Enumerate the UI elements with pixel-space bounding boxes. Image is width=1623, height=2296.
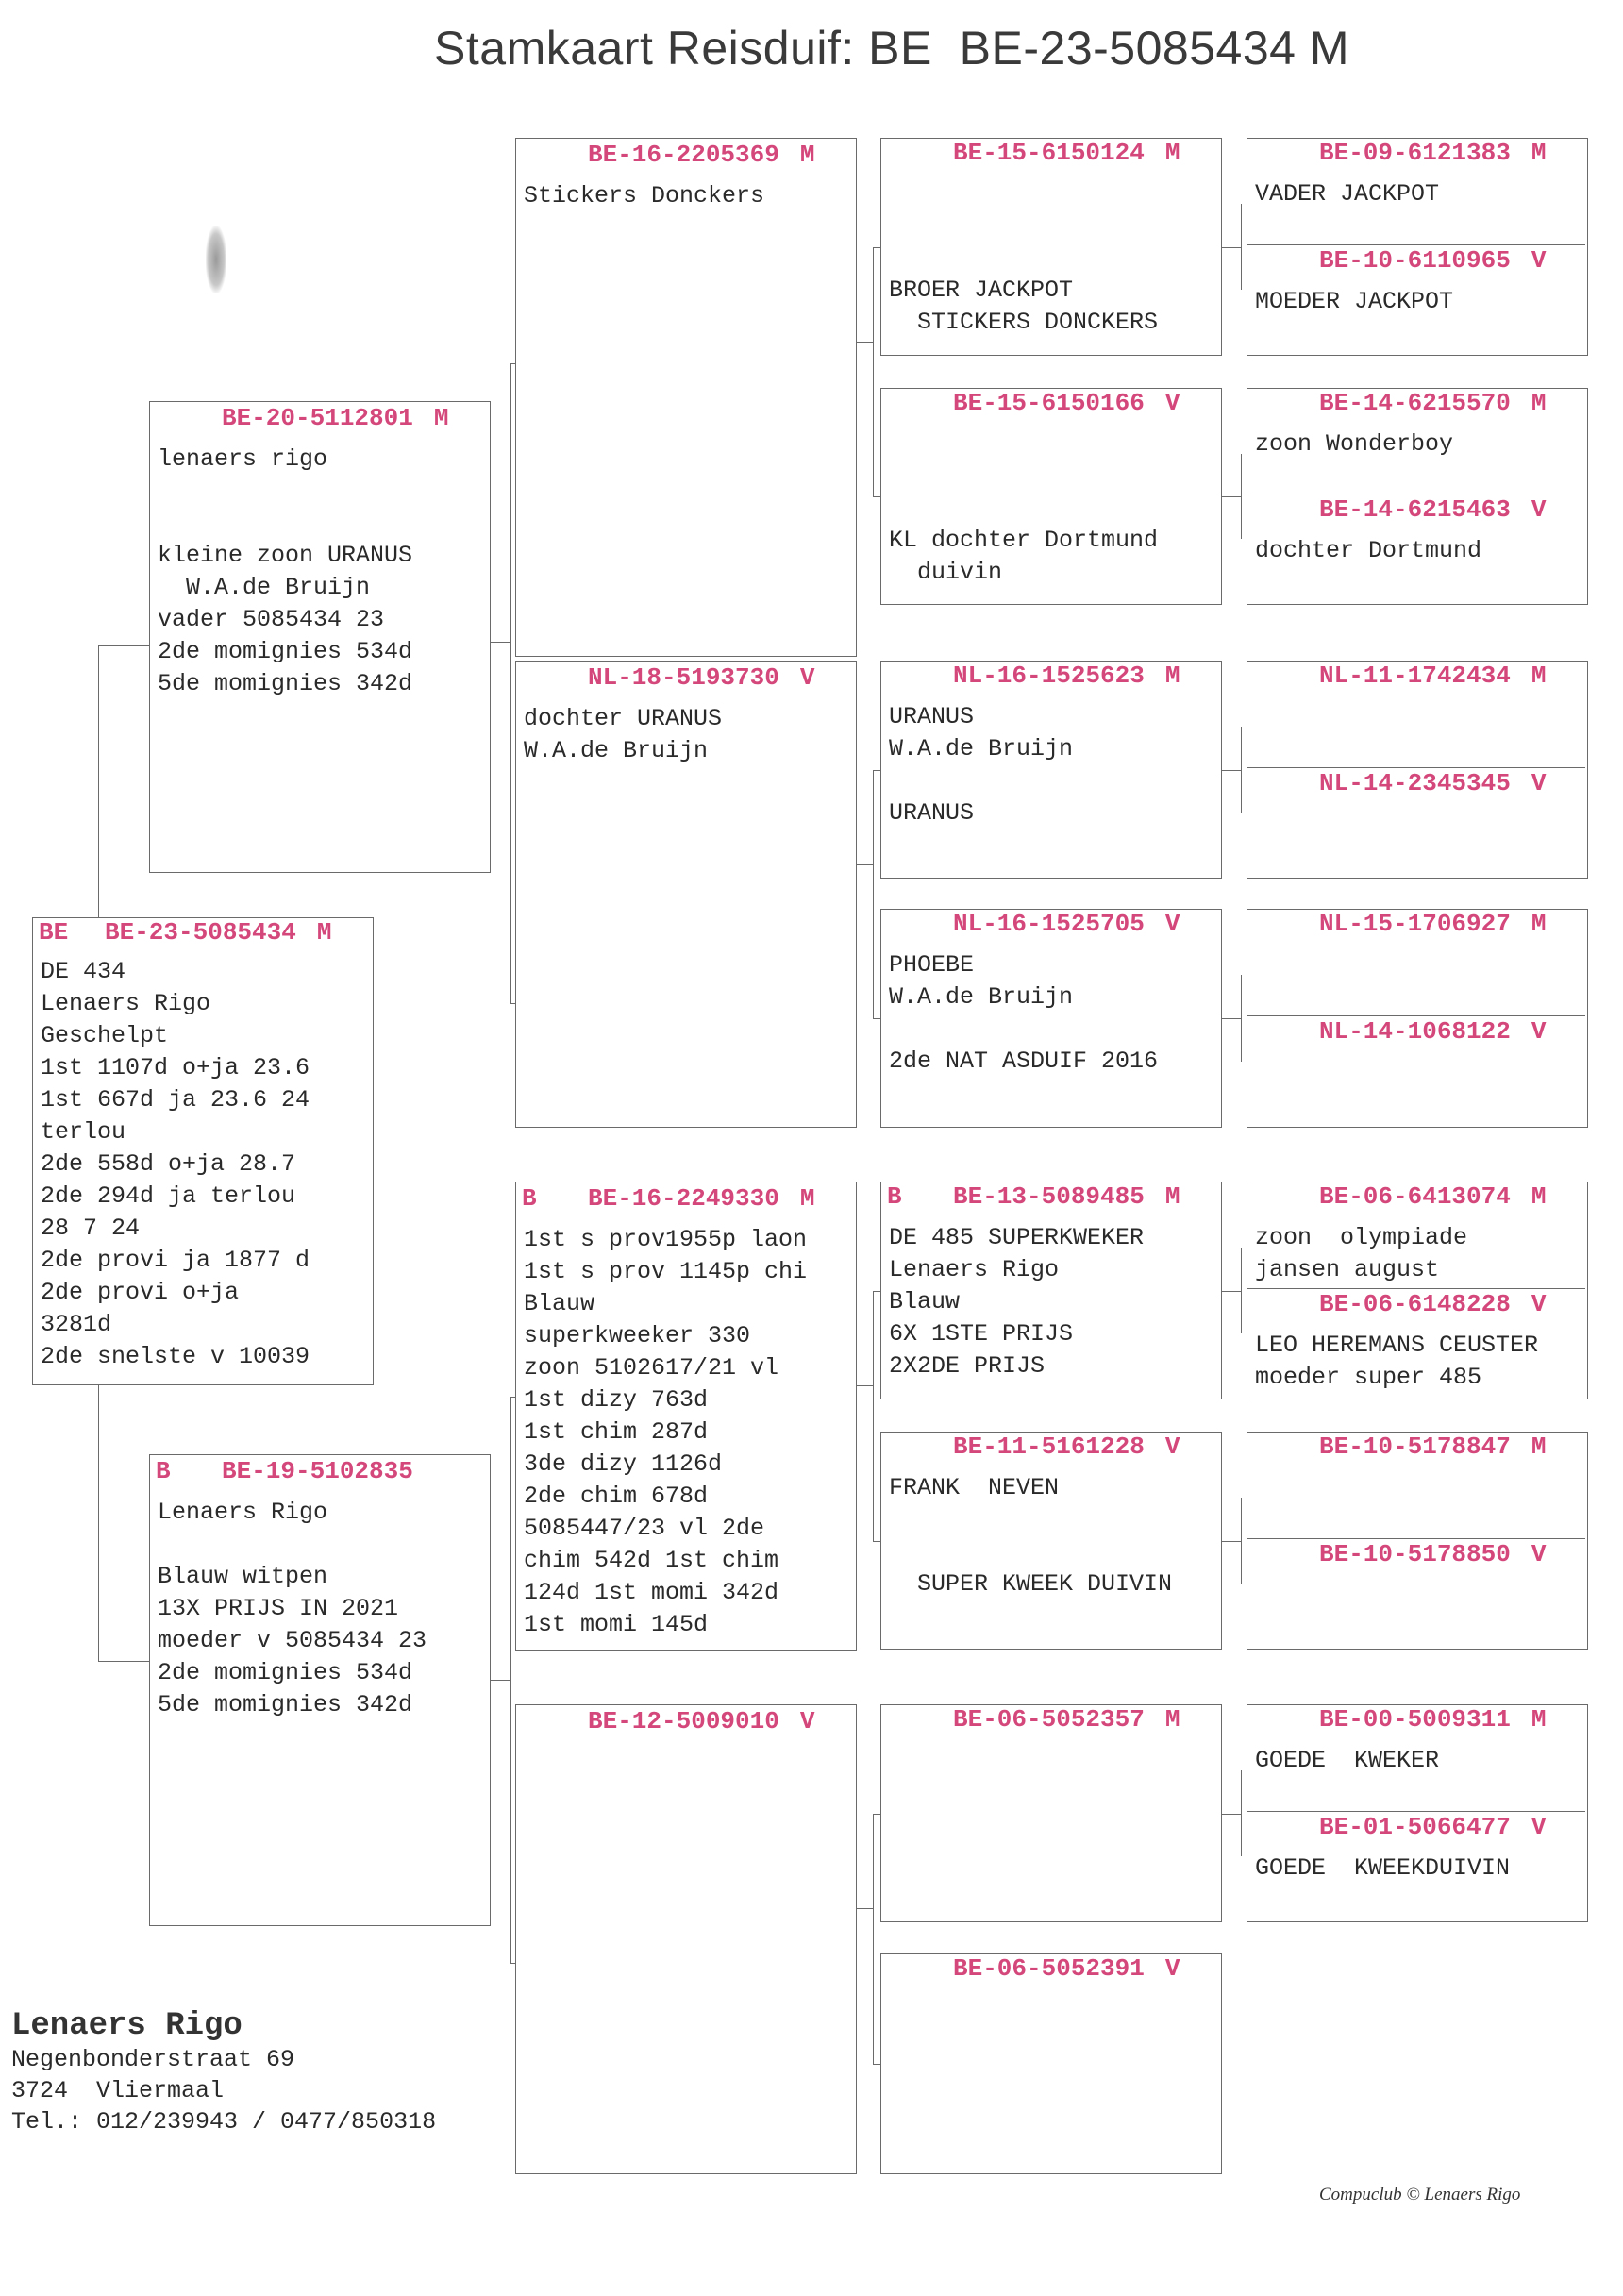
connector-line (857, 1908, 873, 1909)
sex-marker: V (1531, 769, 1547, 797)
ring-prefix: B (156, 1457, 171, 1485)
sex-marker: V (1531, 246, 1547, 275)
pair-divider (1247, 1015, 1585, 1016)
gggp-ring-sire (1319, 1182, 1546, 1211)
bird-notes (1255, 535, 1481, 567)
note-line: SUPER KWEEK DUIVIN (889, 1570, 1173, 1598)
parent-card-mother (149, 1454, 491, 1926)
ring-number: NL-16-1525623 (953, 662, 1145, 690)
connector-line (873, 2064, 880, 2065)
great-grandparent-card-ggp4 (880, 909, 1222, 1128)
great-great-grandparent-pair (1247, 1704, 1588, 1922)
note-line: Stickers Donckers (524, 182, 765, 209)
note-line: W.A.de Bruijn (889, 983, 1074, 1011)
note-line (889, 428, 1158, 461)
bird-notes (41, 956, 310, 1373)
sex-marker: M (1164, 662, 1180, 690)
connector-line (1241, 1498, 1242, 1584)
pair-divider (1247, 1811, 1585, 1812)
note-line: URANUS (889, 703, 975, 730)
great-grandparent-ring (953, 910, 1180, 938)
note-line: duivin (889, 559, 1003, 586)
note-line: 1st s prov 1145p chi (524, 1258, 808, 1285)
ring-number: BE-15-6150124 (953, 139, 1145, 167)
connector-line (1241, 454, 1242, 539)
sex-marker: V (1531, 1813, 1547, 1841)
connector-line (98, 645, 99, 917)
bird-notes (889, 178, 1158, 339)
connector-line (1241, 1770, 1242, 1856)
bird-notes (889, 949, 1158, 1078)
connector-line (1222, 770, 1241, 771)
grandparent-card-gp2 (515, 661, 857, 1128)
note-line (889, 1504, 1172, 1536)
note-line (889, 493, 1158, 525)
note-line: Geschelpt (41, 1022, 169, 1049)
note-line (889, 461, 1158, 493)
note-line: terlou (41, 1118, 126, 1146)
connector-line (873, 247, 880, 248)
great-grandparent-card-ggp2 (880, 388, 1222, 605)
connector-line (98, 1385, 99, 1661)
bird-notes (524, 180, 764, 212)
note-line: moeder v 5085434 23 (158, 1627, 427, 1654)
great-great-grandparent-pair (1247, 1182, 1588, 1399)
note-line: W.A.de Bruijn (889, 735, 1074, 763)
connector-line (1222, 1814, 1241, 1815)
gggp-ring-sire (1319, 1705, 1546, 1734)
ring-number: BE-10-6110965 (1319, 246, 1511, 275)
connector-line (873, 247, 874, 497)
connector-line (857, 342, 873, 343)
sex-marker: V (1164, 1433, 1180, 1461)
connector-line (98, 645, 149, 646)
note-line: 1st 667d ja 23.6 24 (41, 1086, 310, 1114)
sex-marker: M (433, 404, 449, 432)
parent-ring (222, 1457, 413, 1485)
grandparent-ring (588, 1707, 814, 1735)
gggp-ring-dam (1319, 1290, 1546, 1318)
note-line: dochter Dortmund (1255, 537, 1482, 564)
note-line: zoon 5102617/21 vl (524, 1354, 779, 1382)
owner-address-city: 3724 Vliermaal (11, 2077, 225, 2104)
note-line: 1st momi 145d (524, 1611, 709, 1638)
note-line: VADER JACKPOT (1255, 180, 1440, 208)
great-grandparent-ring (953, 389, 1180, 417)
great-grandparent-ring (953, 1433, 1180, 1461)
note-line: Lenaers Rigo (158, 1499, 328, 1526)
note-line: 1st s prov1955p laon (524, 1226, 808, 1253)
note-line: PHOEBE (889, 951, 975, 979)
connector-line (857, 864, 873, 865)
sex-marker: V (1164, 389, 1180, 417)
note-line: MOEDER JACKPOT (1255, 288, 1454, 315)
ring-prefix: BE (39, 918, 69, 947)
sex-marker: M (1531, 662, 1547, 690)
owner-address-street: Negenbonderstraat 69 (11, 2046, 295, 2073)
pair-divider (1247, 244, 1585, 245)
note-line (889, 243, 1158, 275)
sex-marker: V (1531, 495, 1547, 524)
note-line: 28 7 24 (41, 1215, 141, 1242)
note-line: dochter URANUS (524, 705, 723, 732)
note-line: FRANK NEVEN (889, 1474, 1060, 1501)
note-line: 124d 1st momi 342d (524, 1579, 779, 1606)
note-line: 1st 1107d o+ja 23.6 (41, 1054, 310, 1081)
note-line: W.A.de Bruijn (158, 574, 371, 601)
connector-line (1222, 496, 1241, 497)
note-line: Lenaers Rigo (889, 1256, 1060, 1283)
gggp-ring-sire (1319, 139, 1546, 167)
ring-number: BE-20-5112801 (222, 404, 413, 432)
connector-line (510, 1397, 515, 1398)
bird-notes (158, 1497, 427, 1721)
connector-line (1241, 975, 1242, 1062)
note-line (889, 178, 1158, 210)
note-line: 1st dizy 763d (524, 1386, 709, 1414)
note-line: 3de dizy 1126d (524, 1450, 723, 1478)
bird-notes (1255, 1852, 1510, 1885)
bird-notes (889, 428, 1158, 589)
bird-notes (158, 444, 412, 700)
connector-line (510, 1963, 515, 1964)
connector-line (873, 1814, 874, 2065)
ring-number: BE-14-6215570 (1319, 389, 1511, 417)
bird-notes (1255, 286, 1453, 318)
owner-phone: Tel.: 012/239943 / 0477/850318 (11, 2108, 437, 2136)
connector-line (510, 363, 515, 364)
note-line: W.A.de Bruijn (524, 737, 709, 764)
gggp-ring-dam (1319, 1540, 1546, 1568)
ring-number: NL-14-1068122 (1319, 1017, 1511, 1046)
ring-prefix: B (887, 1182, 902, 1211)
ring-number: NL-14-2345345 (1319, 769, 1511, 797)
great-grandparent-ring (953, 1182, 1180, 1211)
note-line (889, 765, 1073, 797)
grandparent-card-gp1 (515, 138, 857, 657)
connector-line (1241, 1248, 1242, 1333)
ring-number: BE-13-5089485 (953, 1182, 1145, 1211)
ring-number: BE-06-5052357 (953, 1705, 1145, 1734)
note-line (889, 1536, 1172, 1568)
grandparent-ring (588, 141, 814, 169)
great-grandparent-ring (953, 1705, 1180, 1734)
note-line: 2de chim 678d (524, 1483, 709, 1510)
subject-ring (105, 918, 331, 947)
connector-line (857, 1385, 873, 1386)
pair-divider (1247, 1288, 1585, 1289)
gggp-ring-sire (1319, 389, 1546, 417)
connector-line (510, 363, 511, 1003)
pair-divider (1247, 1538, 1585, 1539)
note-line: LEO HEREMANS CEUSTER (1255, 1332, 1539, 1359)
ring-number: BE-01-5066477 (1319, 1813, 1511, 1841)
page-title: Stamkaart Reisduif: BE BE-23-5085434 M (434, 22, 1349, 75)
owner-name: Lenaers Rigo (11, 2008, 243, 2044)
note-line: 2de momignies 534d (158, 1659, 413, 1686)
bird-notes (524, 1224, 807, 1641)
ring-prefix: B (522, 1184, 537, 1213)
sex-marker: V (799, 1707, 815, 1735)
ring-number: BE-14-6215463 (1319, 495, 1511, 524)
ring-number: BE-06-6148228 (1319, 1290, 1511, 1318)
note-line: GOEDE KWEEKDUIVIN (1255, 1854, 1511, 1882)
gggp-ring-dam (1319, 769, 1546, 797)
gggp-ring-dam (1319, 1813, 1546, 1841)
note-line: DE 485 SUPERKWEKER (889, 1224, 1145, 1251)
gggp-ring-sire (1319, 910, 1546, 938)
note-line: KL dochter Dortmund (889, 527, 1159, 554)
note-line (158, 476, 412, 508)
note-line: GOEDE KWEKER (1255, 1747, 1440, 1774)
ring-number: BE-19-5102835 (222, 1457, 413, 1485)
gggp-ring-dam (1319, 495, 1546, 524)
note-line: 5de momignies 342d (158, 670, 413, 697)
connector-line (1222, 1541, 1241, 1542)
connector-line (1222, 1291, 1241, 1292)
great-grandparent-card-ggp3 (880, 661, 1222, 879)
note-line: 5085447/23 vl 2de (524, 1515, 765, 1542)
note-line: 2de NAT ASDUIF 2016 (889, 1047, 1159, 1075)
sex-marker: M (1531, 389, 1547, 417)
great-grandparent-card-ggp8 (880, 1953, 1222, 2174)
grandparent-ring (588, 1184, 814, 1213)
ring-number: NL-11-1742434 (1319, 662, 1511, 690)
ring-number: BE-12-5009010 (588, 1707, 779, 1735)
great-grandparent-card-ggp1 (880, 138, 1222, 356)
note-line: 2de 294d ja terlou (41, 1182, 296, 1210)
great-great-grandparent-pair (1247, 1432, 1588, 1650)
bird-notes (1255, 1222, 1467, 1286)
note-line: 1st chim 287d (524, 1418, 709, 1446)
sex-marker: M (1164, 1182, 1180, 1211)
sex-marker: M (1531, 1433, 1547, 1461)
sex-marker: V (1164, 910, 1180, 938)
great-grandparent-ring (953, 662, 1180, 690)
connector-line (510, 1003, 515, 1004)
sex-marker: M (1164, 1705, 1180, 1734)
ring-number: BE-00-5009311 (1319, 1705, 1511, 1734)
bird-notes (889, 701, 1073, 830)
gggp-ring-sire (1319, 1433, 1546, 1461)
note-line: 5de momignies 342d (158, 1691, 413, 1718)
gggp-ring-sire (1319, 662, 1546, 690)
ring-number: BE-06-6413074 (1319, 1182, 1511, 1211)
note-line: Blauw (524, 1290, 595, 1317)
bird-notes (889, 1222, 1144, 1383)
note-line: URANUS (889, 799, 975, 827)
note-line: vader 5085434 23 (158, 606, 385, 633)
connector-line (491, 642, 510, 643)
ring-number: NL-16-1525705 (953, 910, 1145, 938)
ring-number: NL-18-5193730 (588, 663, 779, 692)
connector-line (1241, 727, 1242, 813)
connector-line (873, 1814, 880, 1815)
ring-number: BE-16-2205369 (588, 141, 779, 169)
connector-line (873, 770, 880, 771)
ring-number: BE-10-5178847 (1319, 1433, 1511, 1461)
bird-notes (1255, 428, 1453, 461)
note-line: 2de provi o+ja (41, 1279, 240, 1306)
sex-marker: M (1531, 1705, 1547, 1734)
sex-marker: M (1531, 910, 1547, 938)
grandparent-card-gp3 (515, 1182, 857, 1651)
great-great-grandparent-pair (1247, 661, 1588, 879)
connector-line (873, 496, 880, 497)
sex-marker: M (799, 141, 815, 169)
note-line: kleine zoon URANUS (158, 542, 413, 569)
note-line: BROER JACKPOT (889, 277, 1074, 304)
bird-notes (1255, 1745, 1439, 1777)
ring-number: BE-06-5052391 (953, 1954, 1145, 1983)
note-line: 6X 1STE PRIJS (889, 1320, 1074, 1348)
parent-ring (222, 404, 448, 432)
note-line: zoon Wonderboy (1255, 430, 1454, 458)
note-line: 2de 558d o+ja 28.7 (41, 1150, 296, 1178)
note-line: STICKERS DONCKERS (889, 309, 1159, 336)
note-line: DE 434 (41, 958, 126, 985)
ring-number: BE-11-5161228 (953, 1433, 1145, 1461)
pair-divider (1247, 767, 1585, 768)
parent-card-father (149, 401, 491, 873)
gggp-ring-dam (1319, 246, 1546, 275)
note-line: Lenaers Rigo (41, 990, 211, 1017)
sex-marker: M (799, 1184, 815, 1213)
grandparent-ring (588, 663, 814, 692)
sex-marker: V (1531, 1290, 1547, 1318)
great-grandparent-card-ggp5 (880, 1182, 1222, 1399)
great-great-grandparent-pair (1247, 909, 1588, 1128)
connector-line (491, 1680, 510, 1681)
great-grandparent-ring (953, 1954, 1180, 1983)
note-line (889, 210, 1158, 243)
note-line: 2X2DE PRIJS (889, 1352, 1046, 1380)
ring-number: BE-15-6150166 (953, 389, 1145, 417)
note-line: jansen august (1255, 1256, 1440, 1283)
note-line (158, 1529, 427, 1561)
note-line: chim 542d 1st chim (524, 1547, 779, 1574)
sex-marker: M (1531, 1182, 1547, 1211)
scan-smudge (206, 226, 226, 293)
note-line: 3281d (41, 1311, 112, 1338)
sex-marker: V (799, 663, 815, 692)
connector-line (1222, 247, 1241, 248)
sex-marker: M (316, 918, 332, 947)
sex-marker: M (1164, 139, 1180, 167)
sex-marker: V (1531, 1540, 1547, 1568)
great-grandparent-card-ggp6 (880, 1432, 1222, 1650)
sex-marker: M (1531, 139, 1547, 167)
gggp-ring-dam (1319, 1017, 1546, 1046)
note-line: 13X PRIJS IN 2021 (158, 1595, 399, 1622)
ring-number: BE-09-6121383 (1319, 139, 1511, 167)
connector-line (873, 1018, 880, 1019)
grandparent-card-gp4 (515, 1704, 857, 2174)
connector-line (98, 1661, 149, 1662)
great-great-grandparent-pair (1247, 388, 1588, 605)
great-great-grandparent-pair (1247, 138, 1588, 356)
footer-credit: Compuclub © Lenaers Rigo (1319, 2185, 1521, 2204)
bird-notes (524, 703, 722, 767)
note-line: 2de momignies 534d (158, 638, 413, 665)
note-line (158, 508, 412, 540)
connector-line (873, 1541, 880, 1542)
subject-card (32, 917, 374, 1385)
connector-line (873, 770, 874, 1019)
note-line (889, 1014, 1158, 1046)
ring-number: BE-23-5085434 (105, 918, 296, 947)
great-grandparent-ring (953, 139, 1180, 167)
sex-marker: V (1531, 1017, 1547, 1046)
note-line: superkweeker 330 (524, 1322, 751, 1349)
bird-notes (889, 1472, 1172, 1600)
ring-number: NL-15-1706927 (1319, 910, 1511, 938)
ring-number: BE-10-5178850 (1319, 1540, 1511, 1568)
bird-notes (1255, 1330, 1538, 1394)
note-line: moeder super 485 (1255, 1364, 1482, 1391)
connector-line (1241, 204, 1242, 290)
connector-line (1222, 1018, 1241, 1019)
connector-line (873, 1291, 880, 1292)
owner-block (11, 2008, 436, 2137)
note-line: zoon olympiade (1255, 1224, 1468, 1251)
connector-line (510, 1397, 511, 1963)
bird-notes (1255, 178, 1439, 210)
note-line: lenaers rigo (158, 445, 328, 473)
sex-marker: V (1164, 1954, 1180, 1983)
ring-number: BE-16-2249330 (588, 1184, 779, 1213)
great-grandparent-card-ggp7 (880, 1704, 1222, 1922)
connector-line (873, 1291, 874, 1541)
note-line: Blauw (889, 1288, 961, 1316)
note-line: Blauw witpen (158, 1563, 328, 1590)
note-line: 2de snelste v 10039 (41, 1343, 310, 1370)
note-line: 2de provi ja 1877 d (41, 1247, 310, 1274)
